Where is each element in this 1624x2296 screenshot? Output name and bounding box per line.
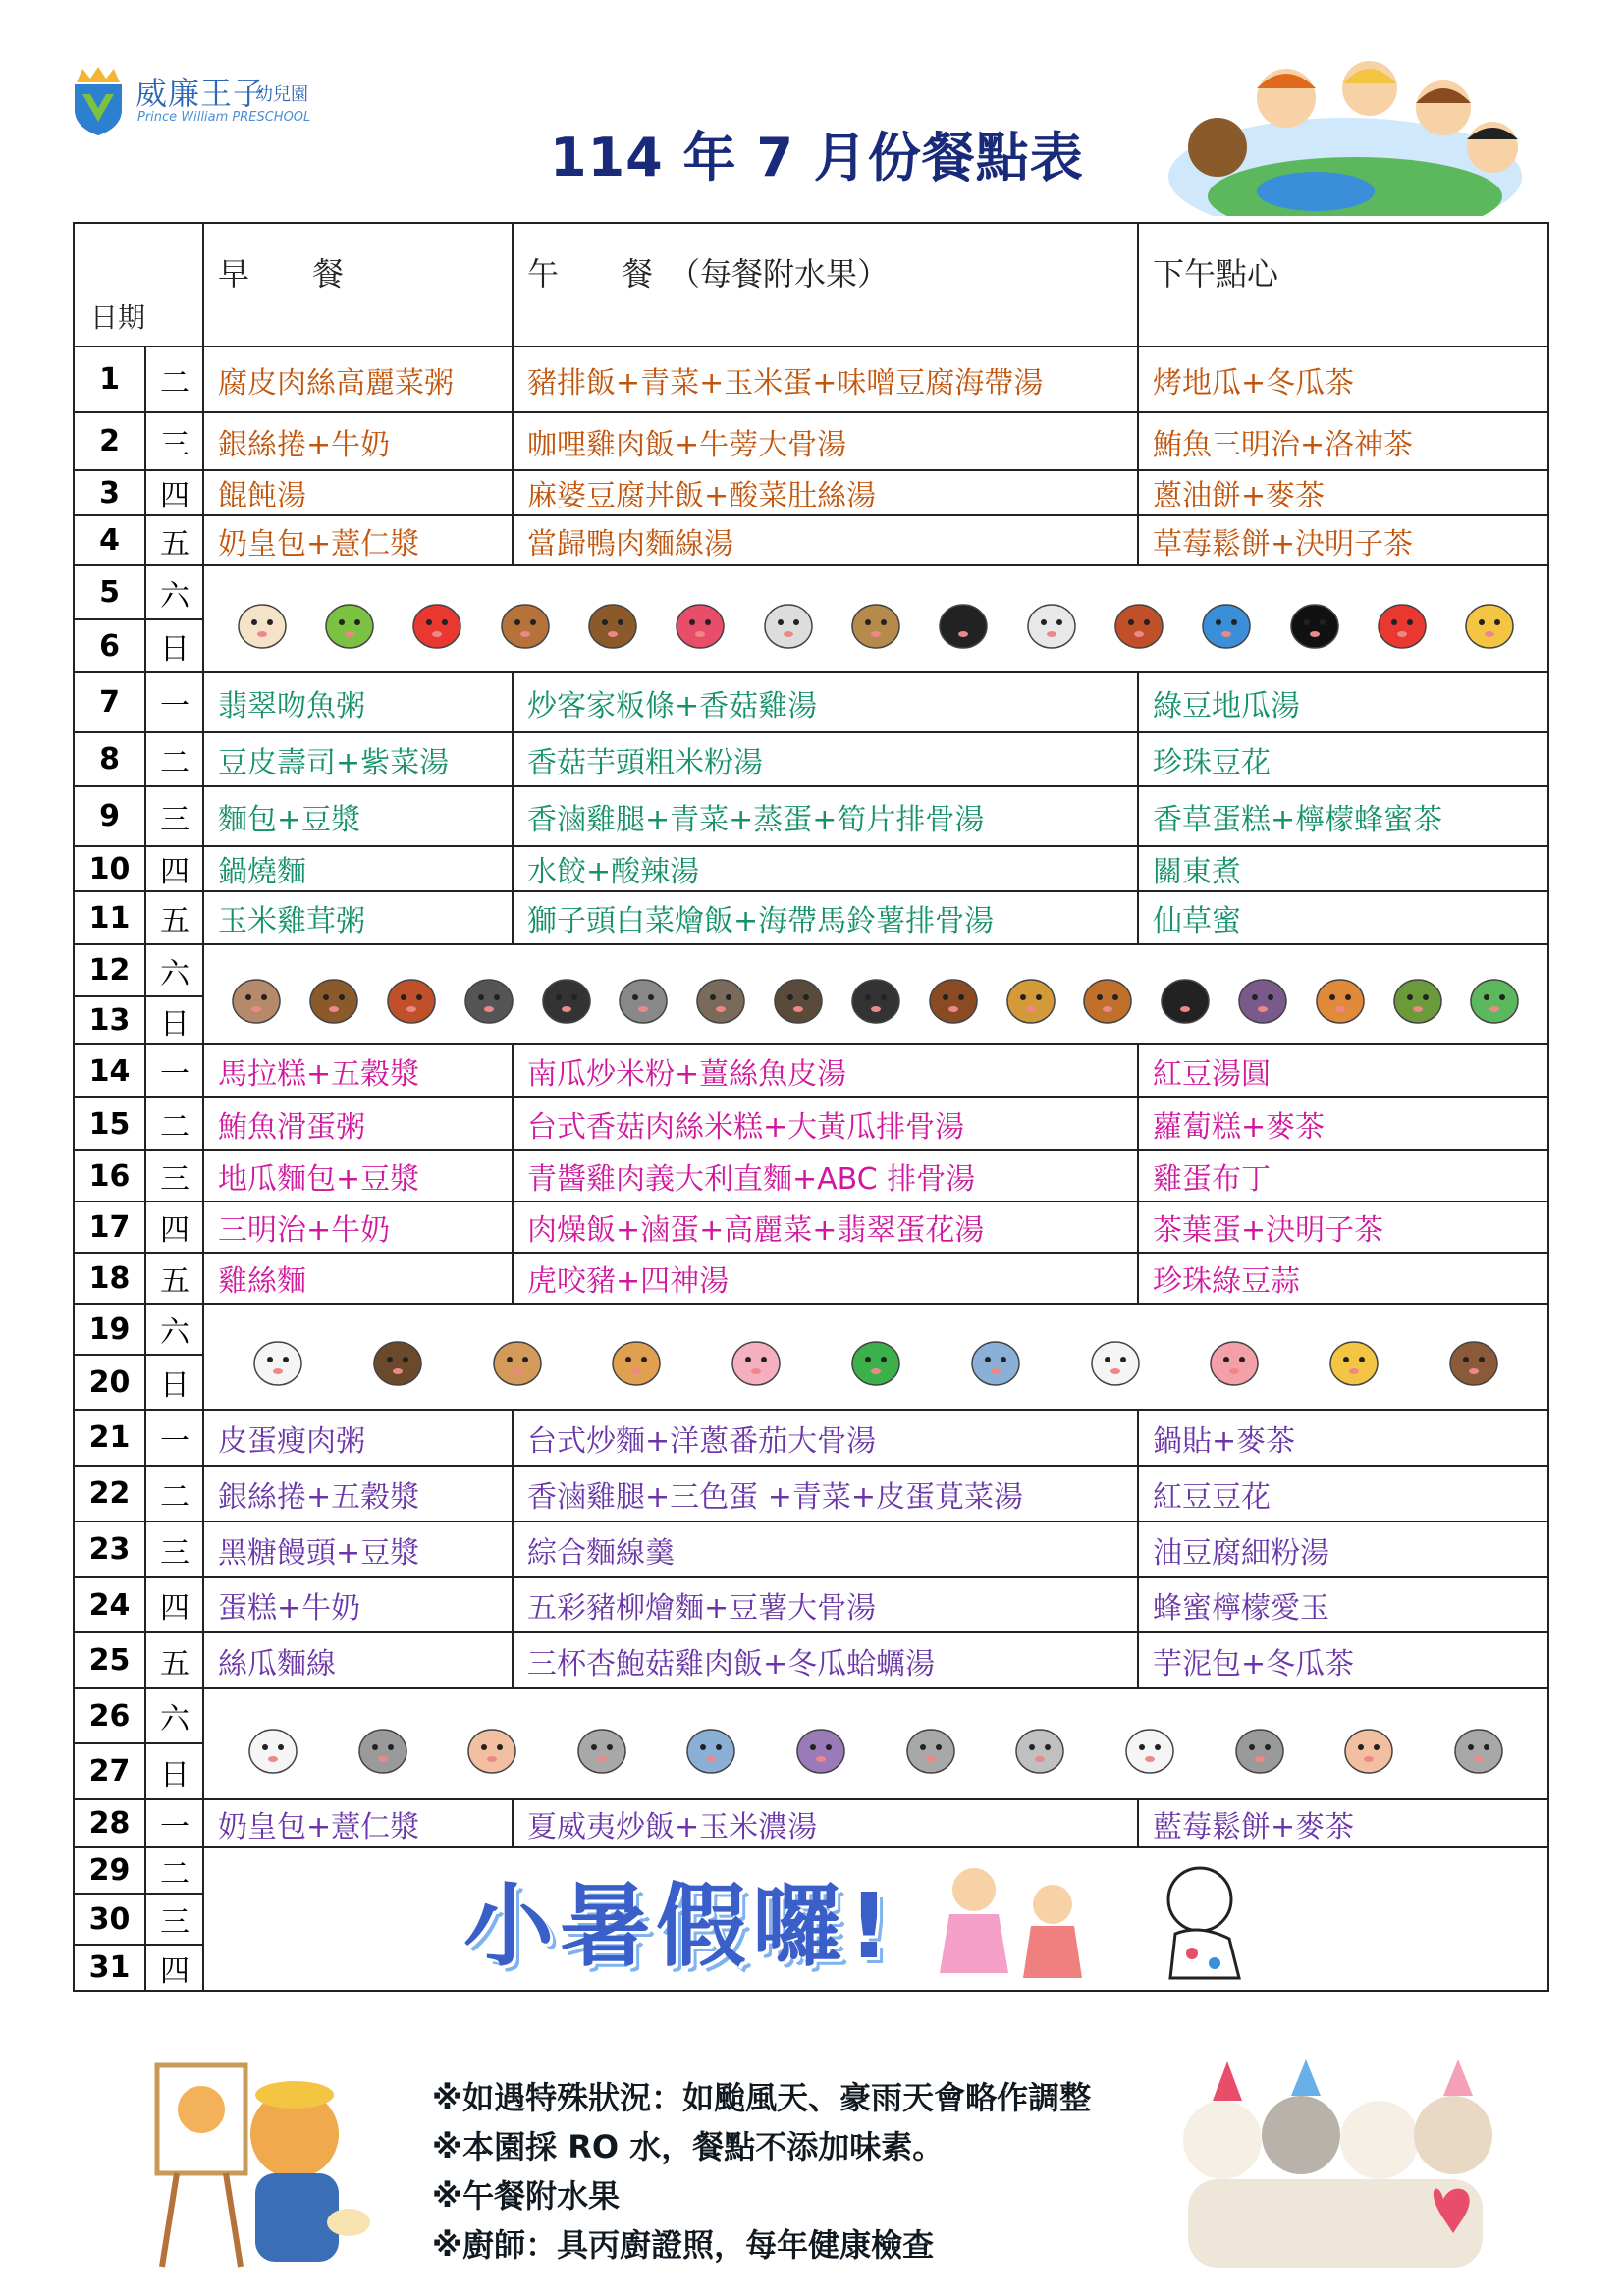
weekday: 六 bbox=[145, 565, 203, 619]
summer-vacation-banner: 小暑假囉! bbox=[463, 1874, 895, 1979]
lunch-cell: 夏威夷炒飯+玉米濃湯 bbox=[513, 1799, 1138, 1847]
weekday: 六 bbox=[145, 944, 203, 996]
mice-icon bbox=[792, 1710, 849, 1779]
mice-illustration-cell bbox=[203, 1688, 1548, 1799]
day-number: 14 bbox=[74, 1044, 145, 1097]
pet-icon bbox=[1326, 1322, 1382, 1391]
pet-icon bbox=[1206, 1322, 1263, 1391]
table-row bbox=[74, 944, 1548, 996]
bird-icon bbox=[1374, 585, 1431, 654]
snack-cell: 關東煮 bbox=[1138, 846, 1548, 891]
breakfast-cell: 翡翠吻魚粥 bbox=[203, 672, 513, 732]
table-row bbox=[74, 470, 1548, 515]
bird-icon bbox=[234, 585, 291, 654]
animal-icon bbox=[1079, 960, 1136, 1029]
breakfast-column-header: 早 餐 bbox=[203, 223, 513, 347]
lunch-cell: 咖哩雞肉飯+牛蒡大骨湯 bbox=[513, 412, 1138, 470]
mice-icon bbox=[1450, 1710, 1507, 1779]
animal-icon bbox=[228, 960, 285, 1029]
day-number: 12 bbox=[74, 944, 145, 996]
day-number: 7 bbox=[74, 672, 145, 732]
lunch-cell: 香滷雞腿+青菜+蒸蛋+筍片排骨湯 bbox=[513, 786, 1138, 846]
weekday: 四 bbox=[145, 1577, 203, 1632]
weekday: 五 bbox=[145, 515, 203, 565]
table-row bbox=[74, 846, 1548, 891]
weekday: 二 bbox=[145, 1097, 203, 1150]
table-row bbox=[74, 1044, 1548, 1097]
lunch-cell: 水餃+酸辣湯 bbox=[513, 846, 1138, 891]
day-number: 26 bbox=[74, 1688, 145, 1743]
weekday: 一 bbox=[145, 1410, 203, 1466]
table-row bbox=[74, 347, 1548, 412]
weekday: 四 bbox=[145, 846, 203, 891]
weekday: 五 bbox=[145, 891, 203, 944]
bird-icon bbox=[760, 585, 817, 654]
day-number: 19 bbox=[74, 1304, 145, 1355]
weekday: 五 bbox=[145, 1632, 203, 1688]
pet-icon bbox=[728, 1322, 785, 1391]
animal-icon bbox=[538, 960, 595, 1029]
weekday: 四 bbox=[145, 1945, 203, 1991]
snack-cell: 藍莓鬆餅+麥茶 bbox=[1138, 1799, 1548, 1847]
snack-cell: 珍珠豆花 bbox=[1138, 732, 1548, 786]
animal-icon bbox=[1312, 960, 1369, 1029]
weekday: 一 bbox=[145, 672, 203, 732]
weekday: 三 bbox=[145, 1522, 203, 1577]
snack-column-header: 下午點心 bbox=[1138, 223, 1548, 347]
mice-icon bbox=[682, 1710, 739, 1779]
weekday: 三 bbox=[145, 412, 203, 470]
animal-icon bbox=[847, 960, 904, 1029]
weekday: 二 bbox=[145, 1847, 203, 1894]
breakfast-cell: 銀絲捲+牛奶 bbox=[203, 412, 513, 470]
lunch-cell: 台式香菇肉絲米糕+大黃瓜排骨湯 bbox=[513, 1097, 1138, 1150]
table-row bbox=[74, 1201, 1548, 1253]
lunch-cell: 青醬雞肉義大利直麵+ABC 排骨湯 bbox=[513, 1150, 1138, 1201]
animal-icon bbox=[692, 960, 749, 1029]
animal-icon bbox=[615, 960, 672, 1029]
date-column-header: 日期 bbox=[74, 223, 203, 347]
lunch-cell: 肉燥飯+滷蛋+高麗菜+翡翠蛋花湯 bbox=[513, 1201, 1138, 1253]
lunch-cell: 獅子頭白菜燴飯+海帶馬鈴薯排骨湯 bbox=[513, 891, 1138, 944]
breakfast-cell: 腐皮肉絲高麗菜粥 bbox=[203, 347, 513, 412]
mice-icon bbox=[244, 1710, 301, 1779]
day-number: 17 bbox=[74, 1201, 145, 1253]
girls-and-cat-illustration bbox=[935, 1855, 1288, 1983]
breakfast-cell: 三明治+牛奶 bbox=[203, 1201, 513, 1253]
table-row bbox=[74, 412, 1548, 470]
lunch-cell: 台式炒麵+洋蔥番茄大骨湯 bbox=[513, 1410, 1138, 1466]
breakfast-cell: 銀絲捲+五穀漿 bbox=[203, 1466, 513, 1522]
table-row bbox=[74, 1304, 1548, 1355]
table-row bbox=[74, 1253, 1548, 1304]
weekday: 二 bbox=[145, 347, 203, 412]
bird-icon bbox=[1286, 585, 1343, 654]
lunch-cell: 五彩豬柳燴麵+豆薯大骨湯 bbox=[513, 1577, 1138, 1632]
breakfast-cell: 蛋糕+牛奶 bbox=[203, 1577, 513, 1632]
day-number: 29 bbox=[74, 1847, 145, 1894]
mice-icon bbox=[1011, 1710, 1068, 1779]
lunch-cell: 麻婆豆腐丼飯+酸菜肚絲湯 bbox=[513, 470, 1138, 515]
snack-cell: 香草蛋糕+檸檬蜂蜜茶 bbox=[1138, 786, 1548, 846]
day-number: 4 bbox=[74, 515, 145, 565]
animal-icon bbox=[383, 960, 440, 1029]
table-row bbox=[74, 1632, 1548, 1688]
breakfast-cell: 雞絲麵 bbox=[203, 1253, 513, 1304]
breakfast-cell: 地瓜麵包+豆漿 bbox=[203, 1150, 513, 1201]
table-row bbox=[74, 732, 1548, 786]
animal-icon bbox=[1466, 960, 1523, 1029]
lunch-cell: 香滷雞腿+三色蛋 +青菜+皮蛋莧菜湯 bbox=[513, 1466, 1138, 1522]
snack-cell: 雞蛋布丁 bbox=[1138, 1150, 1548, 1201]
table-row bbox=[74, 1799, 1548, 1847]
lunch-cell: 南瓜炒米粉+薑絲魚皮湯 bbox=[513, 1044, 1138, 1097]
weekday: 一 bbox=[145, 1799, 203, 1847]
bird-icon bbox=[672, 585, 729, 654]
weekday: 六 bbox=[145, 1304, 203, 1355]
snack-cell: 鮪魚三明治+洛神茶 bbox=[1138, 412, 1548, 470]
lunch-cell: 綜合麵線羹 bbox=[513, 1522, 1138, 1577]
table-row bbox=[74, 1097, 1548, 1150]
weekday: 四 bbox=[145, 1201, 203, 1253]
pet-icon bbox=[489, 1322, 546, 1391]
mice-icon bbox=[902, 1710, 959, 1779]
school-logo bbox=[69, 61, 334, 149]
weekday: 三 bbox=[145, 786, 203, 846]
snack-cell: 紅豆湯圓 bbox=[1138, 1044, 1548, 1097]
lunch-cell: 三杯杏鮑菇雞肉飯+冬瓜蛤蠣湯 bbox=[513, 1632, 1138, 1688]
table-row bbox=[74, 891, 1548, 944]
lunch-cell: 虎咬豬+四神湯 bbox=[513, 1253, 1138, 1304]
breakfast-cell: 鍋燒麵 bbox=[203, 846, 513, 891]
bird-icon bbox=[497, 585, 554, 654]
lunch-cell: 炒客家粄條+香菇雞湯 bbox=[513, 672, 1138, 732]
animals-illustration-cell bbox=[203, 944, 1548, 1044]
breakfast-cell: 鮪魚滑蛋粥 bbox=[203, 1097, 513, 1150]
breakfast-cell: 黑糖饅頭+豆漿 bbox=[203, 1522, 513, 1577]
day-number: 13 bbox=[74, 996, 145, 1044]
table-row bbox=[74, 1577, 1548, 1632]
day-number: 28 bbox=[74, 1799, 145, 1847]
lunch-cell: 當歸鴨肉麵線湯 bbox=[513, 515, 1138, 565]
table-row bbox=[74, 1150, 1548, 1201]
birds-illustration-cell bbox=[203, 565, 1548, 672]
bird-icon bbox=[1461, 585, 1518, 654]
lunch-cell: 香菇芋頭粗米粉湯 bbox=[513, 732, 1138, 786]
mice-icon bbox=[1121, 1710, 1178, 1779]
pet-icon bbox=[249, 1322, 306, 1391]
day-number: 2 bbox=[74, 412, 145, 470]
table-row bbox=[74, 1522, 1548, 1577]
bird-icon bbox=[1198, 585, 1255, 654]
note-weather: ※如遇特殊狀況：如颱風天、豪雨天會略作調整 bbox=[432, 2079, 1092, 2116]
snack-cell: 鍋貼+麥茶 bbox=[1138, 1410, 1548, 1466]
painter-bear-illustration bbox=[147, 2056, 373, 2276]
table-row bbox=[74, 786, 1548, 846]
snack-cell: 珍珠綠豆蒜 bbox=[1138, 1253, 1548, 1304]
breakfast-cell: 玉米雞茸粥 bbox=[203, 891, 513, 944]
snack-cell: 油豆腐細粉湯 bbox=[1138, 1522, 1548, 1577]
snack-cell: 紅豆豆花 bbox=[1138, 1466, 1548, 1522]
table-row bbox=[74, 515, 1548, 565]
animal-icon bbox=[460, 960, 517, 1029]
day-number: 20 bbox=[74, 1355, 145, 1410]
day-number: 16 bbox=[74, 1150, 145, 1201]
logo-chinese-name: 威廉王子 bbox=[135, 75, 266, 112]
mice-icon bbox=[463, 1710, 520, 1779]
day-number: 6 bbox=[74, 619, 145, 672]
snack-cell: 蜂蜜檸檬愛玉 bbox=[1138, 1577, 1548, 1632]
pet-icon bbox=[1087, 1322, 1144, 1391]
breakfast-cell: 皮蛋瘦肉粥 bbox=[203, 1410, 513, 1466]
day-number: 5 bbox=[74, 565, 145, 619]
animal-icon bbox=[1389, 960, 1446, 1029]
mice-icon bbox=[354, 1710, 411, 1779]
note-chef: ※廚師：具丙廚證照，每年健康檢查 bbox=[432, 2226, 935, 2264]
weekday: 日 bbox=[145, 996, 203, 1044]
day-number: 1 bbox=[74, 347, 145, 412]
weekday: 二 bbox=[145, 732, 203, 786]
day-number: 31 bbox=[74, 1945, 145, 1991]
weekday: 日 bbox=[145, 1743, 203, 1799]
day-number: 11 bbox=[74, 891, 145, 944]
day-number: 18 bbox=[74, 1253, 145, 1304]
day-number: 21 bbox=[74, 1410, 145, 1466]
day-number: 25 bbox=[74, 1632, 145, 1688]
mice-icon bbox=[1231, 1710, 1288, 1779]
weekday: 二 bbox=[145, 1466, 203, 1522]
day-number: 23 bbox=[74, 1522, 145, 1577]
animal-icon bbox=[1157, 960, 1214, 1029]
day-number: 15 bbox=[74, 1097, 145, 1150]
bird-icon bbox=[847, 585, 904, 654]
animal-icon bbox=[925, 960, 982, 1029]
note-fruit: ※午餐附水果 bbox=[432, 2177, 621, 2215]
animal-icon bbox=[305, 960, 362, 1029]
animal-icon bbox=[770, 960, 827, 1029]
pet-icon bbox=[967, 1322, 1024, 1391]
day-number: 8 bbox=[74, 732, 145, 786]
mice-icon bbox=[1340, 1710, 1397, 1779]
weekday: 五 bbox=[145, 1253, 203, 1304]
bird-icon bbox=[321, 585, 378, 654]
breakfast-cell: 餛飩湯 bbox=[203, 470, 513, 515]
table-row bbox=[74, 1688, 1548, 1743]
breakfast-cell: 豆皮壽司+紫菜湯 bbox=[203, 732, 513, 786]
table-header-row bbox=[74, 223, 1548, 347]
table-row bbox=[74, 1410, 1548, 1466]
pet-icon bbox=[847, 1322, 904, 1391]
day-number: 27 bbox=[74, 1743, 145, 1799]
snack-cell: 烤地瓜+冬瓜茶 bbox=[1138, 347, 1548, 412]
snack-cell: 蔥油餅+麥茶 bbox=[1138, 470, 1548, 515]
day-number: 9 bbox=[74, 786, 145, 846]
day-number: 22 bbox=[74, 1466, 145, 1522]
day-number: 10 bbox=[74, 846, 145, 891]
page-title: 114 年 7 月份餐點表 bbox=[550, 127, 1084, 188]
bird-icon bbox=[935, 585, 992, 654]
crown-shield-icon bbox=[69, 65, 128, 137]
weekday: 日 bbox=[145, 1355, 203, 1410]
bird-icon bbox=[1023, 585, 1080, 654]
animal-icon bbox=[1002, 960, 1059, 1029]
mice-icon bbox=[573, 1710, 630, 1779]
summer-vacation-illustration-cell bbox=[203, 1847, 1548, 1991]
snack-cell: 茶葉蛋+決明子茶 bbox=[1138, 1201, 1548, 1253]
bird-icon bbox=[1110, 585, 1167, 654]
kids-on-globe-illustration bbox=[1159, 29, 1532, 216]
weekday: 三 bbox=[145, 1894, 203, 1945]
breakfast-cell: 麵包+豆漿 bbox=[203, 786, 513, 846]
table-row bbox=[74, 1466, 1548, 1522]
day-number: 24 bbox=[74, 1577, 145, 1632]
day-number: 30 bbox=[74, 1894, 145, 1945]
bird-icon bbox=[408, 585, 465, 654]
notes-section bbox=[432, 2073, 1178, 2269]
breakfast-cell: 奶皇包+薏仁漿 bbox=[203, 515, 513, 565]
weekday: 六 bbox=[145, 1688, 203, 1743]
breakfast-cell: 馬拉糕+五穀漿 bbox=[203, 1044, 513, 1097]
weekday: 日 bbox=[145, 619, 203, 672]
meal-menu-table bbox=[73, 222, 1549, 1992]
breakfast-cell: 絲瓜麵線 bbox=[203, 1632, 513, 1688]
snack-cell: 芋泥包+冬瓜茶 bbox=[1138, 1632, 1548, 1688]
bird-icon bbox=[584, 585, 641, 654]
party-cats-illustration bbox=[1168, 2052, 1502, 2277]
lunch-cell: 豬排飯+青菜+玉米蛋+味噌豆腐海帶湯 bbox=[513, 347, 1138, 412]
snack-cell: 草莓鬆餅+決明子茶 bbox=[1138, 515, 1548, 565]
snack-cell: 綠豆地瓜湯 bbox=[1138, 672, 1548, 732]
breakfast-cell: 奶皇包+薏仁漿 bbox=[203, 1799, 513, 1847]
pets-illustration-cell bbox=[203, 1304, 1548, 1410]
table-row bbox=[74, 672, 1548, 732]
pet-icon bbox=[1445, 1322, 1502, 1391]
snack-cell: 蘿蔔糕+麥茶 bbox=[1138, 1097, 1548, 1150]
note-ro-water: ※本園採 RO 水，餐點不添加味素。 bbox=[432, 2128, 945, 2165]
lunch-column-header: 午 餐 （每餐附水果） bbox=[513, 223, 1138, 347]
pet-icon bbox=[608, 1322, 665, 1391]
logo-english-name: Prince William PRESCHOOL bbox=[137, 110, 311, 125]
weekday: 一 bbox=[145, 1044, 203, 1097]
table-row bbox=[74, 1847, 1548, 1894]
snack-cell: 仙草蜜 bbox=[1138, 891, 1548, 944]
day-number: 3 bbox=[74, 470, 145, 515]
logo-kindergarten-label: 幼兒園 bbox=[255, 84, 308, 105]
table-row bbox=[74, 565, 1548, 619]
animal-icon bbox=[1234, 960, 1291, 1029]
weekday: 三 bbox=[145, 1150, 203, 1201]
weekday: 四 bbox=[145, 470, 203, 515]
pet-icon bbox=[369, 1322, 426, 1391]
